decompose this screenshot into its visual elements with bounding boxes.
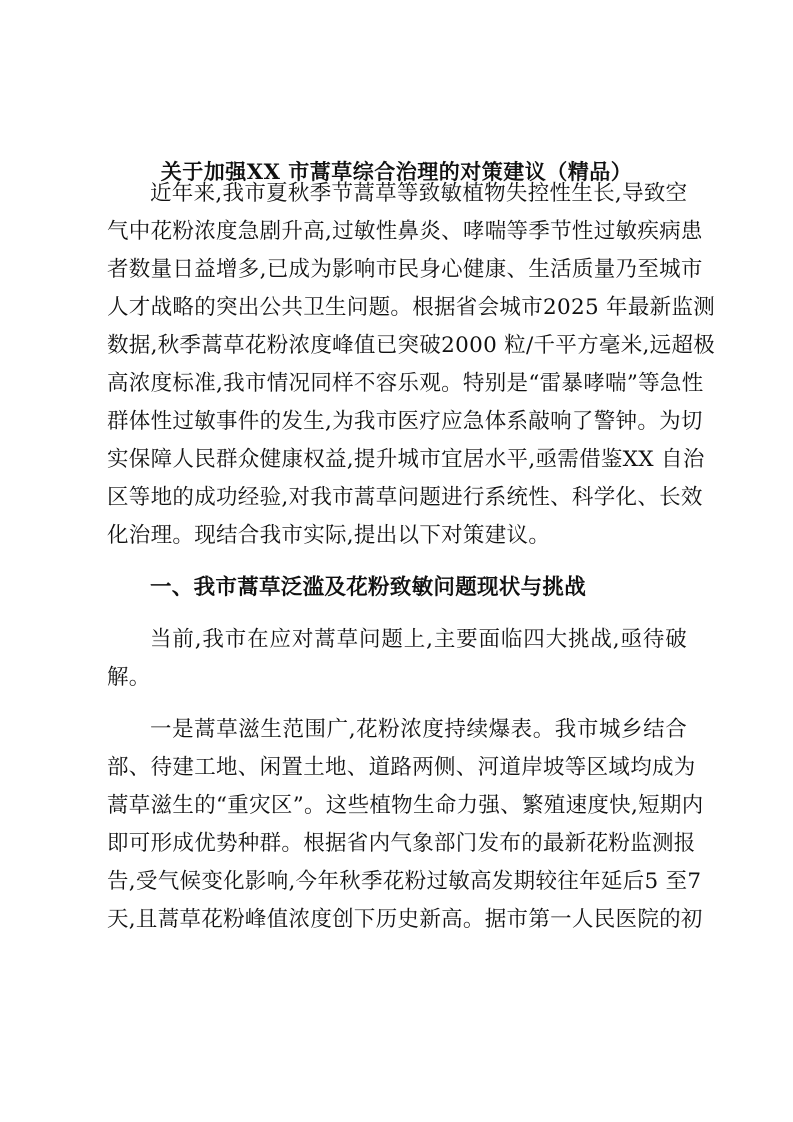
paragraph-1-line-1: 近年来,我市夏秋季节蒿草等致敏植物失控性生长,导致空: [150, 181, 688, 206]
paragraph-3-line-6: 天,且蒿草花粉峰值浓度创下历史新高。据市第一人民医院的初: [107, 907, 703, 932]
paragraph-1-line-5: 数据,秋季蒿草花粉浓度峰值已突破2000 粒/千平方毫米,远超极: [107, 333, 716, 358]
paragraph-1-line-8: 实保障人民群众健康权益,提升城市宜居水平,亟需借鉴XX 自治: [107, 447, 705, 472]
paragraph-1-line-6: 高浓度标准,我市情况同样不容乐观。特别是“雷暴哮喘”等急性: [107, 371, 704, 396]
paragraph-3-line-5: 告,受气候变化影响,今年秋季花粉过敏高发期较往年延后5 至7: [107, 869, 702, 894]
section-heading-1: 一、我市蒿草泛滥及花粉致敏问题现状与挑战: [150, 575, 587, 600]
paragraph-2-line-2: 解。: [107, 665, 151, 690]
paragraph-3-line-4: 即可形成优势种群。根据省内气象部门发布的最新花粉监测报: [107, 831, 696, 856]
paragraph-1-line-10: 化治理。现结合我市实际,提出以下对策建议。: [107, 523, 551, 548]
paragraph-1-line-2: 气中花粉浓度急剧升高,过敏性鼻炎、哮喘等季节性过敏疾病患: [107, 219, 703, 244]
paragraph-1-line-9: 区等地的成功经验,对我市蒿草问题进行系统性、科学化、长效: [107, 485, 703, 510]
paragraph-1-line-4: 人才战略的突出公共卫生问题。根据省会城市2025 年最新监测: [107, 295, 716, 320]
document-title: 关于加强XX 市蒿草综合治理的对策建议（精品）: [160, 159, 633, 184]
paragraph-1-line-7: 群体性过敏事件的发生,为我市医疗应急体系敲响了警钟。为切: [107, 409, 703, 434]
paragraph-1-line-3: 者数量日益增多,已成为影响市民身心健康、生活质量乃至城市: [107, 257, 703, 282]
paragraph-3-line-1: 一是蒿草滋生范围广,花粉浓度持续爆表。我市城乡结合: [150, 717, 687, 742]
paragraph-2-line-1: 当前,我市在应对蒿草问题上,主要面临四大挑战,亟待破: [150, 627, 687, 652]
paragraph-3-line-3: 蒿草滋生的“重灾区”。这些植物生命力强、繁殖速度快,短期内: [107, 793, 704, 818]
paragraph-3-line-2: 部、待建工地、闲置土地、道路两侧、河道岸坡等区域均成为: [107, 755, 696, 780]
